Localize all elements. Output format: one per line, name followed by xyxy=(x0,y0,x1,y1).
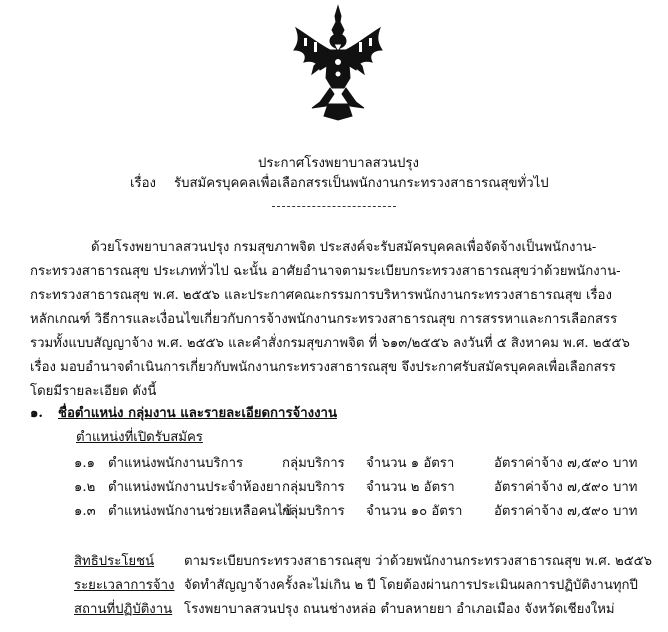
position-number: ๑.๑ xyxy=(74,456,95,471)
position-count: จำนวน ๑ อัตรา xyxy=(366,456,455,471)
body-line: หลักเกณฑ์ วิธีการและเงื่อนไขเกี่ยวกับการจ้างพนักงานกระทรวงสาธารณสุข การสรรหาและการเลือกสรร xyxy=(30,312,618,327)
position-number: ๑.๓ xyxy=(74,504,96,519)
body-line: โดยมีรายละเอียด ดังนี้ xyxy=(30,384,157,399)
subject-label: เรื่อง xyxy=(130,176,156,191)
position-title: ตำแหน่งพนักงานบริการ xyxy=(108,456,244,471)
position-group: กลุ่มบริการ xyxy=(282,456,345,471)
section-number: ๑. xyxy=(30,406,43,421)
position-group: กลุ่มบริการ xyxy=(282,480,345,495)
detail-label: สถานที่ปฏิบัติงาน xyxy=(74,602,173,617)
position-group: กลุ่มบริการ xyxy=(282,504,345,519)
detail-label: ระยะเวลาการจ้าง xyxy=(74,578,175,593)
body-line: เรื่อง มอบอำนาจดำเนินการเกี่ยวกับพนักงานกระทรวงสาธารณสุข จึงประกาศรับสมัครบุคคลเพื่อเลือกสรร xyxy=(30,360,616,375)
garuda-emblem xyxy=(290,4,386,122)
subject-text: รับสมัครบุคคลเพื่อเลือกสรรเป็นพนักงานกระทรวงสาธารณสุขทั่วไป xyxy=(174,176,549,191)
body-line: รวมทั้งแบบสัญญาจ้าง พ.ศ. ๒๕๕๖ และคำสั่งกรมสุขภาพจิต ที่ ๖๑๓/๒๕๕๖ ลงวันที่ ๕ สิงหาคม พ.ศ. ๒๕๕๖ xyxy=(30,336,630,351)
section-heading: ชื่อตำแหน่ง กลุ่มงาน และรายละเอียดการจ้างงาน xyxy=(58,406,337,421)
section-subheading: ตำแหน่งที่เปิดรับสมัคร xyxy=(76,430,203,445)
body-line: กระทรวงสาธารณสุข พ.ศ. ๒๕๕๖ และประกาศคณะกรรมการบริหารพนักงานกระทรวงสาธารณสุข เรื่อง xyxy=(30,288,612,303)
detail-text: จัดทำสัญญาจ้างครั้งละไม่เกิน ๒ ปี โดยต้องผ่านการประเมินผลการปฏิบัติงานทุกปี xyxy=(184,578,638,593)
announcement-title: ประกาศโรงพยาบาลสวนปรุง xyxy=(258,156,419,171)
title-divider xyxy=(272,206,396,207)
position-wage: อัตราค่าจ้าง ๗,๕๙๐ บาท xyxy=(494,504,638,519)
position-count: จำนวน ๑๐ อัตรา xyxy=(366,504,463,519)
position-title: ตำแหน่งพนักงานประจำห้องยา xyxy=(108,480,282,495)
position-count: จำนวน ๒ อัตรา xyxy=(366,480,455,495)
detail-text: โรงพยาบาลสวนปรุง ถนนช่างหล่อ ตำบลหายยา อำเภอเมือง จังหวัดเชียงใหม่ xyxy=(184,602,615,617)
position-title: ตำแหน่งพนักงานช่วยเหลือคนไข้ xyxy=(108,504,292,519)
position-number: ๑.๒ xyxy=(74,480,96,495)
detail-text: ตามระเบียบกระทรวงสาธารณสุข ว่าด้วยพนักงานกระทรวงสาธารณสุข พ.ศ. ๒๕๕๖ xyxy=(184,554,653,569)
position-wage: อัตราค่าจ้าง ๗,๕๙๐ บาท xyxy=(494,480,638,495)
body-line: ด้วยโรงพยาบาลสวนปรุง กรมสุขภาพจิต ประสงค์จะรับสมัครบุคคลเพื่อจัดจ้างเป็นพนักงาน- xyxy=(91,240,597,255)
body-line: กระทรวงสาธารณสุข ประเภททั่วไป ฉะนั้น อาศัยอำนาจตามระเบียบกระทรวงสาธารณสุขว่าด้วยพนักงาน- xyxy=(30,264,621,279)
position-wage: อัตราค่าจ้าง ๗,๕๙๐ บาท xyxy=(494,456,638,471)
detail-label: สิทธิประโยชน์ xyxy=(74,554,155,569)
